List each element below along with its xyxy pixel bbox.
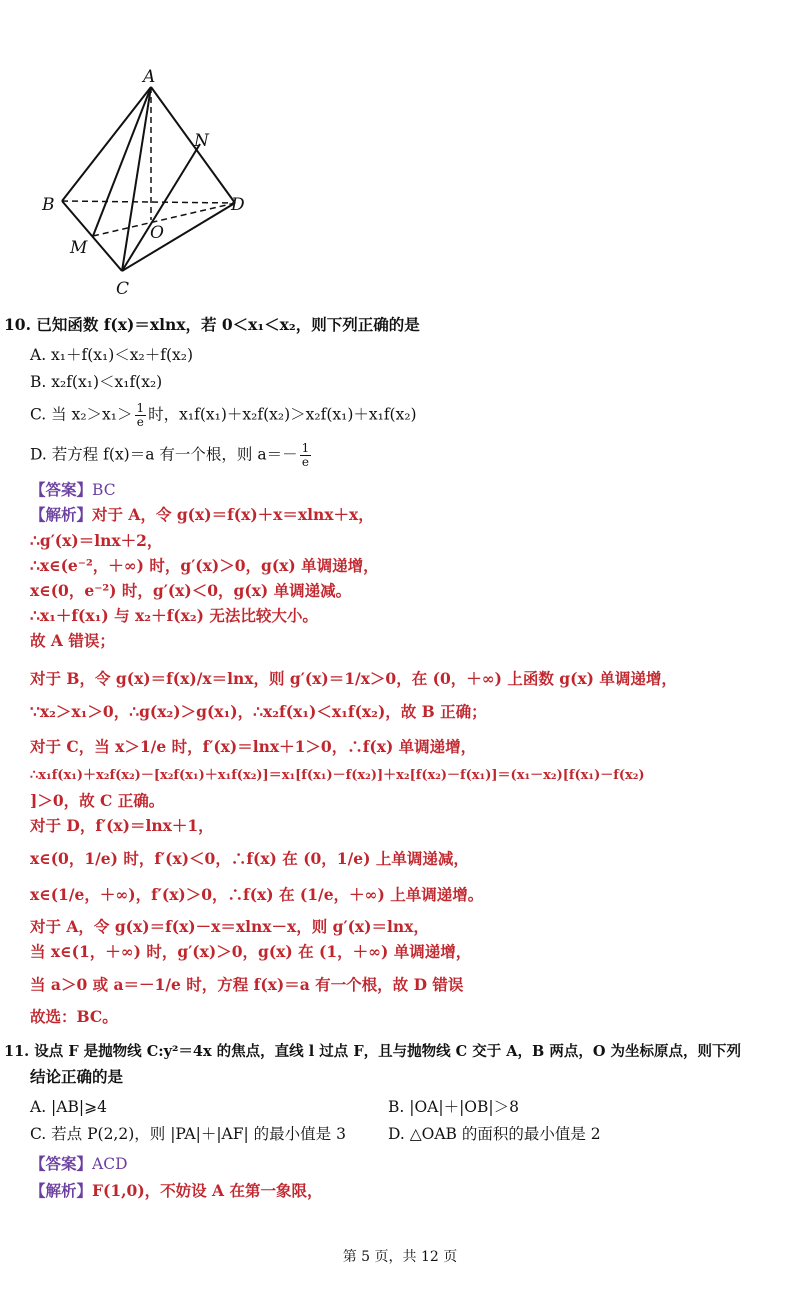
q10-analysis-line: x∈(0，e⁻²) 时，g′(x)＜0，g(x) 单调递减。 [30,581,352,600]
q10-analysis-line: ∴g′(x)＝lnx＋2， [30,531,163,550]
q10-analysis-line: 故 A 错误； [30,631,115,650]
q11-option-a: A. |AB|⩾4 [30,1098,107,1116]
q11-stem-cont: 结论正确的是 [30,1067,124,1086]
q10-analysis-line: ]＞0，故 C 正确。 [30,791,165,810]
tetrahedron-figure [36,60,276,304]
q11-option-d: D. △OAB 的面积的最小值是 2 [388,1125,601,1143]
edge-AD [151,87,235,203]
answer-label: 【答案】 [30,480,93,499]
q10-analysis-line: ∴x₁f(x₁)＋x₂f(x₂)－[x₂f(x₁)＋x₁f(x₂)]＝x₁[f(x₁)－f(x₂)]＋x₂[f(x₂)－f(x₁)]＝(x₁－x₂)[f(x₁)－f(x₂) [30,768,645,783]
label-D: D [231,195,245,215]
fraction: $\frac{1}{e}$ [136,401,145,429]
q10-option-c-post: 时，x₁f(x₁)＋x₂f(x₂)＞x₂f(x₁)＋x₁f(x₂) [148,405,417,424]
label-N: N [194,131,209,151]
q10-analysis-line: 对于 D，f′(x)＝lnx＋1， [30,816,214,835]
q10-analysis-line: 对于 B，令 g(x)＝f(x)/x＝lnx，则 g′(x)＝1/x＞0，在 (0，＋∞) 上函数 g(x) 单调递增， [30,669,677,688]
q10-stem: 10. 已知函数 f(x)＝xlnx，若 0＜x₁＜x₂，则下列正确的是 [4,315,420,334]
edge-MD-hidden [93,203,235,236]
edge-BD-hidden [62,201,235,203]
label-M: M [70,238,88,258]
edge-CD [122,203,235,271]
analysis-label: 【解析】 [30,1181,93,1200]
q10-analysis-line: ∴x∈(e⁻²，＋∞) 时，g′(x)＞0，g(x) 单调递增， [30,556,379,575]
page-footer: 第 5 页，共 12 页 [342,1249,458,1265]
q10-option-b: B. x₂f(x₁)＜x₁f(x₂) [30,373,163,391]
q10-option-d-pre: D. 若方程 f(x)＝a 有一个根，则 a＝－ [30,445,298,464]
q10-option-d [30,442,313,469]
fraction: $\frac{1}{e}$ [301,441,310,469]
q11-option-c: C. 若点 P(2,2)，则 |PA|＋|AF| 的最小值是 3 [30,1125,346,1143]
q11-analysis-line: 【解析】F(1,0)，不妨设 A 在第一象限， [30,1181,323,1200]
answer-value: BC [92,481,116,499]
analysis-label: 【解析】 [30,505,93,524]
q10-analysis-line: ∴x₁＋f(x₁) 与 x₂＋f(x₂) 无法比较大小。 [30,606,318,625]
q10-option-a: A. x₁＋f(x₁)＜x₂＋f(x₂) [30,346,194,364]
q10-analysis-line: 当 x∈(1，＋∞) 时，g′(x)＞0，g(x) 在 (1，＋∞) 单调递增， [30,942,472,961]
q10-analysis-line: 故选：BC。 [30,1007,118,1026]
edge-BC [62,201,122,271]
q10-analysis-line: x∈(1/e，＋∞)，f′(x)＞0，∴f(x) 在 (1/e，＋∞) 上单调递增。 [30,885,484,904]
answer-label: 【答案】 [30,1154,93,1173]
q10-analysis-line: ∵x₂＞x₁＞0，∴g(x₂)＞g(x₁)，∴x₂f(x₁)＜x₁f(x₂)，故 B 正确； [30,702,487,721]
q10-analysis-line: 【解析】对于 A，令 g(x)＝f(x)＋x＝xlnx＋x， [30,505,374,524]
q10-answer [30,479,116,501]
q10-analysis-line: x∈(0，1/e) 时，f′(x)＜0，∴f(x) 在 (0，1/e) 上单调递减， [30,849,469,868]
q10-option-c-pre: C. 当 x₂＞x₁＞ [30,405,133,424]
label-C: C [116,279,130,299]
q10-option-c [30,402,417,429]
label-O: O [150,223,164,243]
answer-value: ACD [92,1155,128,1173]
q10-analysis-line: 当 a＞0 或 a＝－1/e 时，方程 f(x)＝a 有一个根，故 D 错误 [30,975,464,994]
q10-analysis-line: 对于 A，令 g(x)＝f(x)－x＝xlnx－x，则 g′(x)＝lnx， [30,917,429,936]
q10-analysis-line: 对于 C，当 x＞1/e 时，f′(x)＝lnx＋1＞0，∴f(x) 单调递增， [30,737,477,756]
label-B: B [42,195,55,215]
tetrahedron-diagram [36,60,276,300]
edge-AC [122,87,151,271]
edge-AB [62,87,151,201]
q11-answer [30,1153,128,1175]
q11-stem: 11. 设点 F 是抛物线 C:y²＝4x 的焦点，直线 l 过点 F，且与抛物线 C 交于 A，B 两点，O 为坐标原点，则下列 [4,1043,742,1060]
q11-option-b: B. |OA|＋|OB|＞8 [388,1098,519,1116]
edge-AM [93,87,151,236]
label-A: A [143,67,156,87]
edge-CN [122,144,200,271]
